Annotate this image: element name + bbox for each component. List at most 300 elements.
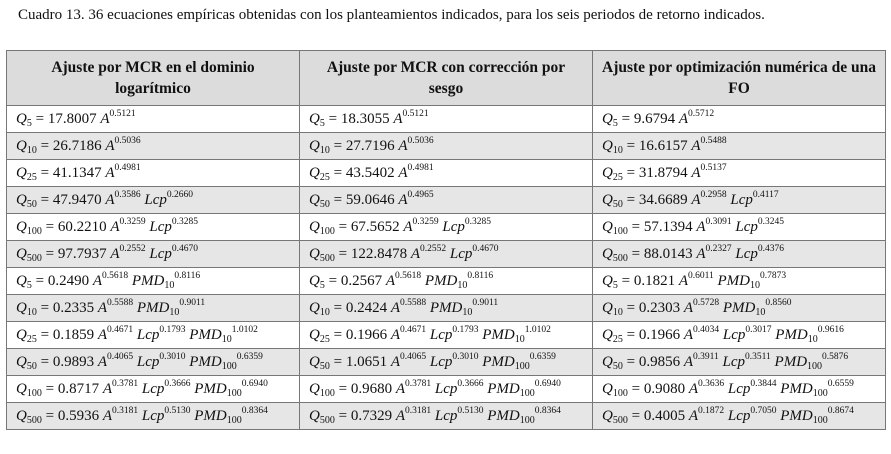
coefficient: 27.7196 xyxy=(345,137,395,154)
exponent-a: 0.4034 xyxy=(692,324,720,335)
equation-cell: $Q_5 = 18.3055$ $A^{0.5121}$ xyxy=(300,106,593,133)
var-q: Q xyxy=(602,353,613,370)
return-period: 500 xyxy=(319,414,335,426)
var-q: Q xyxy=(309,407,320,424)
var-a: A xyxy=(97,299,107,316)
exponent-a: 0.2958 xyxy=(700,189,727,200)
var-lcp: Lcp xyxy=(141,380,165,397)
return-period: 10 xyxy=(612,144,623,156)
return-period: 100 xyxy=(26,387,42,399)
equation-cell: $Q_{10} = 16.6157$ $A^{0.5488}$ xyxy=(593,133,886,160)
exponent-pmd: 0.6940 xyxy=(534,378,561,389)
coefficient: 16.6157 xyxy=(638,137,688,154)
return-period: 25 xyxy=(26,171,37,183)
table-row xyxy=(7,241,886,268)
var-a: A xyxy=(390,299,400,316)
equation-cell: $Q_{25} = 31.8794$ $A^{0.5137}$ xyxy=(593,160,886,187)
var-a: A xyxy=(105,137,115,154)
var-lcp: Lcp xyxy=(149,245,172,262)
coefficient: 97.7937 xyxy=(57,245,107,262)
return-period: 10 xyxy=(26,144,37,156)
var-a: A xyxy=(97,326,107,343)
return-period: 5 xyxy=(612,117,618,129)
var-q: Q xyxy=(309,191,320,208)
var-a: A xyxy=(696,245,706,262)
exponent-lcp: 0.5130 xyxy=(457,405,484,416)
var-q: Q xyxy=(309,245,320,262)
exponent-a: 0.3181 xyxy=(404,405,432,416)
coefficient: 9.6794 xyxy=(633,110,676,127)
equation-cell: $Q_{25} = 41.1347$ $A^{0.4981}$ xyxy=(7,160,300,187)
table-body xyxy=(7,106,886,430)
var-q: Q xyxy=(16,299,27,316)
var-a: A xyxy=(398,191,408,208)
var-q: Q xyxy=(309,380,320,397)
return-period: 500 xyxy=(26,414,42,426)
var-a: A xyxy=(105,191,115,208)
return-period: 5 xyxy=(319,279,325,291)
var-q: Q xyxy=(602,407,613,424)
var-a: A xyxy=(92,272,102,289)
exponent-lcp: 0.4376 xyxy=(757,243,784,254)
var-a: A xyxy=(691,137,701,154)
pmd-subscript: 100 xyxy=(812,387,828,399)
equation-cell: $Q_5 = 9.6794$ $A^{0.5712}$ xyxy=(593,106,886,133)
pmd-subscript: 10 xyxy=(164,279,175,291)
return-period: 500 xyxy=(319,252,335,264)
return-period: 50 xyxy=(26,198,37,210)
exponent-a: 0.5137 xyxy=(700,162,727,173)
var-a: A xyxy=(688,380,698,397)
var-pmd: PMD xyxy=(487,407,520,424)
exponent-pmd: 0.8364 xyxy=(241,405,268,416)
table-row xyxy=(7,106,886,133)
exponent-a: 0.3181 xyxy=(111,405,139,416)
var-q: Q xyxy=(16,353,27,370)
exponent-lcp: 0.3666 xyxy=(164,378,191,389)
var-lcp: Lcp xyxy=(434,407,458,424)
table-row xyxy=(7,376,886,403)
var-a: A xyxy=(110,245,120,262)
equations-table xyxy=(6,50,886,430)
pmd-subscript: 100 xyxy=(514,360,530,372)
equation-cell: $Q_{50} = 47.9470$ $A^{0.3586}$ Lcp$^{0.2660}$ xyxy=(7,187,300,214)
var-a: A xyxy=(398,137,408,154)
table-row xyxy=(7,403,886,430)
exponent-a: 0.2327 xyxy=(705,243,732,254)
exponent-lcp: 0.3010 xyxy=(159,351,186,362)
var-pmd: PMD xyxy=(131,272,165,289)
var-pmd: PMD xyxy=(189,353,222,370)
equation-cell: $Q_{500} = 0.7329$ $A^{0.3181}$ Lcp$^{0.5130}$ $PMD_{100}^{0.8364}$ xyxy=(300,403,593,430)
equation-cell: $Q_{10} = 0.2335$ $A^{0.5588}$ $PMD_{10}^{0.9011}$ xyxy=(7,295,300,322)
exponent-pmd: 0.6940 xyxy=(241,378,268,389)
var-a: A xyxy=(390,353,400,370)
var-a: A xyxy=(390,326,400,343)
return-period: 5 xyxy=(319,117,325,129)
coefficient: 0.2335 xyxy=(52,299,95,316)
exponent-lcp: 0.3666 xyxy=(457,378,484,389)
table-row xyxy=(7,295,886,322)
var-lcp: Lcp xyxy=(136,326,160,343)
exponent-lcp: 0.1793 xyxy=(452,324,479,335)
coefficient: 59.0646 xyxy=(345,191,395,208)
var-q: Q xyxy=(309,299,320,316)
var-q: Q xyxy=(16,326,27,343)
return-period: 50 xyxy=(319,198,330,210)
var-pmd: PMD xyxy=(189,326,222,343)
var-q: Q xyxy=(16,245,27,262)
exponent-lcp: 0.3844 xyxy=(750,378,777,389)
var-q: Q xyxy=(16,407,27,424)
equation-cell: $Q_{50} = 34.6689$ $A^{0.2958}$ Lcp$^{0.4117}$ xyxy=(593,187,886,214)
exponent-pmd: 1.0102 xyxy=(231,324,258,335)
exponent-a: 0.3259 xyxy=(412,216,439,227)
return-period: 100 xyxy=(612,387,628,399)
equation-cell: $Q_{100} = 67.5652$ $A^{0.3259}$ Lcp$^{0.3285}$ xyxy=(300,214,593,241)
pmd-subscript: 100 xyxy=(807,360,823,372)
exponent-lcp: 0.3010 xyxy=(452,351,479,362)
equation-cell: $Q_5 = 0.2567$ $A^{0.5618}$ $PMD_{10}^{0.8116}$ xyxy=(300,268,593,295)
coefficient: 0.2490 xyxy=(47,272,90,289)
var-a: A xyxy=(385,272,395,289)
coefficient: 122.8478 xyxy=(350,245,408,262)
exponent-a: 0.5036 xyxy=(114,135,141,146)
coefficient: 57.1394 xyxy=(643,218,693,235)
exponent-a: 0.5728 xyxy=(692,297,720,308)
var-a: A xyxy=(110,218,120,235)
table-row xyxy=(7,160,886,187)
return-period: 5 xyxy=(612,279,618,291)
exponent-lcp: 0.3285 xyxy=(464,216,491,227)
return-period: 500 xyxy=(26,252,42,264)
coefficient: 0.8717 xyxy=(57,380,100,397)
return-period: 10 xyxy=(319,306,330,318)
exponent-lcp: 0.4670 xyxy=(472,243,499,254)
var-lcp: Lcp xyxy=(144,191,167,208)
var-a: A xyxy=(678,110,688,127)
var-pmd: PMD xyxy=(194,407,227,424)
header-optimizacion: Ajuste por optimización numérica de una FO xyxy=(593,51,886,106)
return-period: 50 xyxy=(26,360,37,372)
exponent-a: 0.5036 xyxy=(407,135,434,146)
equation-cell: $Q_{25} = 0.1966$ $A^{0.4671}$ Lcp$^{0.1793}$ $PMD_{10}^{1.0102}$ xyxy=(300,322,593,349)
equation-cell: $Q_{100} = 60.2210$ $A^{0.3259}$ Lcp$^{0.3285}$ xyxy=(7,214,300,241)
var-a: A xyxy=(683,326,693,343)
var-a: A xyxy=(102,407,112,424)
exponent-a: 0.3259 xyxy=(119,216,146,227)
return-period: 500 xyxy=(612,252,628,264)
coefficient: 0.1859 xyxy=(52,326,95,343)
exponent-a: 0.2552 xyxy=(419,243,447,254)
coefficient: 0.2424 xyxy=(345,299,388,316)
coefficient: 31.8794 xyxy=(638,164,688,181)
equation-cell: $Q_{100} = 0.9680$ $A^{0.3781}$ Lcp$^{0.3666}$ $PMD_{100}^{0.6940}$ xyxy=(300,376,593,403)
exponent-a: 0.5712 xyxy=(687,108,715,119)
return-period: 25 xyxy=(319,171,330,183)
pmd-subscript: 10 xyxy=(514,333,525,345)
equation-cell: $Q_5 = 0.1821$ $A^{0.6011}$ $PMD_{10}^{0.7873}$ xyxy=(593,268,886,295)
exponent-a: 0.3781 xyxy=(111,378,139,389)
exponent-a: 0.2552 xyxy=(119,243,146,254)
var-q: Q xyxy=(16,272,27,289)
var-pmd: PMD xyxy=(487,380,520,397)
var-q: Q xyxy=(309,137,320,154)
var-q: Q xyxy=(16,218,27,235)
coefficient: 0.4005 xyxy=(643,407,686,424)
equation-cell: $Q_{25} = 0.1966$ $A^{0.4034}$ Lcp$^{0.3017}$ $PMD_{10}^{0.9616}$ xyxy=(593,322,886,349)
exponent-pmd: 0.9011 xyxy=(472,297,499,308)
return-period: 100 xyxy=(26,225,42,237)
pmd-subscript: 100 xyxy=(221,360,237,372)
var-lcp: Lcp xyxy=(442,218,465,235)
return-period: 50 xyxy=(612,198,623,210)
var-lcp: Lcp xyxy=(727,380,751,397)
var-lcp: Lcp xyxy=(730,191,753,208)
var-q: Q xyxy=(602,299,613,316)
coefficient: 17.8007 xyxy=(47,110,97,127)
var-q: Q xyxy=(602,218,613,235)
pmd-subscript: 100 xyxy=(226,387,242,399)
equation-cell: $Q_{50} = 1.0651$ $A^{0.4065}$ Lcp$^{0.3010}$ $PMD_{100}^{0.6359}$ xyxy=(300,349,593,376)
var-lcp: Lcp xyxy=(149,218,172,235)
var-q: Q xyxy=(309,326,320,343)
exponent-pmd: 0.5876 xyxy=(822,351,849,362)
coefficient: 88.0143 xyxy=(643,245,693,262)
coefficient: 34.6689 xyxy=(638,191,688,208)
var-a: A xyxy=(393,110,403,127)
var-a: A xyxy=(691,191,701,208)
return-period: 50 xyxy=(612,360,623,372)
exponent-lcp: 0.5130 xyxy=(164,405,191,416)
exponent-pmd: 0.8116 xyxy=(467,270,494,281)
pmd-subscript: 10 xyxy=(750,279,761,291)
exponent-lcp: 0.3511 xyxy=(745,351,771,362)
var-a: A xyxy=(696,218,706,235)
coefficient: 0.9080 xyxy=(643,380,686,397)
var-q: Q xyxy=(602,164,613,181)
exponent-a: 0.5618 xyxy=(101,270,129,281)
exponent-a: 0.4065 xyxy=(399,351,427,362)
var-a: A xyxy=(688,407,698,424)
coefficient: 0.9856 xyxy=(638,353,681,370)
equation-cell: $Q_{25} = 43.5402$ $A^{0.4981}$ xyxy=(300,160,593,187)
exponent-a: 0.4065 xyxy=(106,351,134,362)
coefficient: 18.3055 xyxy=(340,110,390,127)
exponent-a: 0.1872 xyxy=(697,405,725,416)
return-period: 5 xyxy=(26,279,32,291)
var-pmd: PMD xyxy=(482,326,515,343)
coefficient: 43.5402 xyxy=(345,164,395,181)
var-q: Q xyxy=(602,137,613,154)
table-row xyxy=(7,349,886,376)
exponent-lcp: 0.7050 xyxy=(750,405,777,416)
equation-cell: $Q_{10} = 0.2303$ $A^{0.5728}$ $PMD_{10}^{0.8560}$ xyxy=(593,295,886,322)
coefficient: 67.5652 xyxy=(350,218,400,235)
exponent-lcp: 0.4670 xyxy=(171,243,198,254)
header-mcr-sesgo: Ajuste por MCR con corrección por sesgo xyxy=(300,51,593,106)
return-period: 25 xyxy=(26,333,37,345)
return-period: 100 xyxy=(612,225,628,237)
var-a: A xyxy=(395,407,405,424)
return-period: 500 xyxy=(612,414,628,426)
pmd-subscript: 100 xyxy=(519,387,535,399)
var-lcp: Lcp xyxy=(449,245,473,262)
var-pmd: PMD xyxy=(774,353,808,370)
table-row xyxy=(7,214,886,241)
return-period: 100 xyxy=(319,225,335,237)
exponent-pmd: 1.0102 xyxy=(524,324,551,335)
exponent-a: 0.4671 xyxy=(106,324,134,335)
equation-cell: $Q_{100} = 57.1394$ $A^{0.3091}$ Lcp$^{0.3245}$ xyxy=(593,214,886,241)
exponent-a: 0.4981 xyxy=(114,162,141,173)
return-period: 50 xyxy=(319,360,330,372)
exponent-lcp: 0.4117 xyxy=(752,189,779,200)
var-lcp: Lcp xyxy=(722,353,746,370)
exponent-a: 0.4965 xyxy=(407,189,434,200)
header-mcr-log: Ajuste por MCR en el dominio logarítmico xyxy=(7,51,300,106)
exponent-pmd: 0.6359 xyxy=(529,351,556,362)
exponent-pmd: 0.9616 xyxy=(817,324,844,335)
var-lcp: Lcp xyxy=(735,218,758,235)
return-period: 10 xyxy=(26,306,37,318)
var-a: A xyxy=(100,110,110,127)
var-q: Q xyxy=(602,326,613,343)
equation-cell: $Q_{10} = 27.7196$ $A^{0.5036}$ xyxy=(300,133,593,160)
var-lcp: Lcp xyxy=(429,326,453,343)
return-period: 10 xyxy=(612,306,623,318)
table-caption: Cuadro 13. 36 ecuaciones empíricas obtenidas con los planteamientos indicados, para los seis periodos de retorno indicados. xyxy=(18,7,765,23)
exponent-a: 0.5588 xyxy=(399,297,427,308)
coefficient: 0.1966 xyxy=(638,326,681,343)
exponent-lcp: 0.2660 xyxy=(166,189,193,200)
var-q: Q xyxy=(16,164,27,181)
return-period: 5 xyxy=(26,117,32,129)
coefficient: 26.7186 xyxy=(52,137,102,154)
exponent-a: 0.3636 xyxy=(697,378,725,389)
header-row xyxy=(7,51,886,106)
var-q: Q xyxy=(16,380,27,397)
coefficient: 0.1966 xyxy=(345,326,388,343)
exponent-a: 0.5121 xyxy=(402,108,429,119)
var-lcp: Lcp xyxy=(136,353,160,370)
exponent-pmd: 0.8116 xyxy=(174,270,201,281)
var-pmd: PMD xyxy=(780,380,813,397)
exponent-a: 0.4671 xyxy=(399,324,427,335)
var-pmd: PMD xyxy=(722,299,756,316)
exponent-a: 0.5488 xyxy=(700,135,727,146)
var-lcp: Lcp xyxy=(735,245,758,262)
coefficient: 0.9680 xyxy=(350,380,393,397)
exponent-pmd: 0.9011 xyxy=(179,297,206,308)
var-q: Q xyxy=(602,380,613,397)
exponent-a: 0.4981 xyxy=(407,162,434,173)
equation-cell: $Q_{500} = 97.7937$ $A^{0.2552}$ Lcp$^{0.4670}$ xyxy=(7,241,300,268)
coefficient: 0.2567 xyxy=(340,272,383,289)
pmd-subscript: 100 xyxy=(519,414,535,426)
equation-cell: $Q_{500} = 0.4005$ $A^{0.1872}$ Lcp$^{0.7050}$ $PMD_{100}^{0.8674}$ xyxy=(593,403,886,430)
equation-cell: $Q_{100} = 0.9080$ $A^{0.3636}$ Lcp$^{0.3844}$ $PMD_{100}^{0.6559}$ xyxy=(593,376,886,403)
exponent-a: 0.5618 xyxy=(394,270,422,281)
pmd-subscript: 100 xyxy=(812,414,828,426)
var-a: A xyxy=(678,272,688,289)
var-a: A xyxy=(102,380,112,397)
pmd-subscript: 10 xyxy=(462,306,473,318)
var-a: A xyxy=(403,218,413,235)
equation-cell: $Q_5 = 17.8007$ $A^{0.5121}$ xyxy=(7,106,300,133)
coefficient: 41.1347 xyxy=(52,164,102,181)
var-q: Q xyxy=(309,164,320,181)
var-q: Q xyxy=(16,137,27,154)
var-pmd: PMD xyxy=(424,272,458,289)
var-q: Q xyxy=(309,218,320,235)
var-lcp: Lcp xyxy=(429,353,453,370)
coefficient: 0.5936 xyxy=(57,407,100,424)
var-q: Q xyxy=(602,191,613,208)
table-row xyxy=(7,187,886,214)
table-row xyxy=(7,268,886,295)
var-a: A xyxy=(683,299,693,316)
var-pmd: PMD xyxy=(136,299,170,316)
equation-cell: $Q_{10} = 26.7186$ $A^{0.5036}$ xyxy=(7,133,300,160)
var-pmd: PMD xyxy=(429,299,463,316)
var-q: Q xyxy=(309,110,320,127)
var-a: A xyxy=(410,245,420,262)
pmd-subscript: 100 xyxy=(226,414,242,426)
var-q: Q xyxy=(602,110,613,127)
exponent-pmd: 0.6559 xyxy=(827,378,854,389)
coefficient: 0.7329 xyxy=(350,407,393,424)
return-period: 25 xyxy=(612,171,623,183)
exponent-a: 0.6011 xyxy=(687,270,714,281)
exponent-a: 0.3091 xyxy=(705,216,732,227)
exponent-lcp: 0.1793 xyxy=(159,324,186,335)
exponent-pmd: 0.8364 xyxy=(534,405,561,416)
exponent-a: 0.3781 xyxy=(404,378,432,389)
table-row xyxy=(7,322,886,349)
equation-cell: $Q_{500} = 0.5936$ $A^{0.3181}$ Lcp$^{0.5130}$ $PMD_{100}^{0.8364}$ xyxy=(7,403,300,430)
exponent-pmd: 0.6359 xyxy=(236,351,263,362)
var-q: Q xyxy=(309,272,320,289)
exponent-a: 0.5121 xyxy=(109,108,136,119)
exponent-lcp: 0.3285 xyxy=(171,216,198,227)
equation-cell: $Q_{50} = 59.0646$ $A^{0.4965}$ xyxy=(300,187,593,214)
equation-cell: $Q_{100} = 0.8717$ $A^{0.3781}$ Lcp$^{0.3666}$ $PMD_{100}^{0.6940}$ xyxy=(7,376,300,403)
var-a: A xyxy=(97,353,107,370)
var-a: A xyxy=(395,380,405,397)
var-a: A xyxy=(398,164,408,181)
var-a: A xyxy=(691,164,701,181)
exponent-lcp: 0.3245 xyxy=(757,216,784,227)
table-row xyxy=(7,133,886,160)
pmd-subscript: 10 xyxy=(169,306,180,318)
coefficient: 0.2303 xyxy=(638,299,681,316)
equation-cell: $Q_{50} = 0.9893$ $A^{0.4065}$ Lcp$^{0.3010}$ $PMD_{100}^{0.6359}$ xyxy=(7,349,300,376)
pmd-subscript: 10 xyxy=(755,306,766,318)
var-pmd: PMD xyxy=(780,407,813,424)
var-lcp: Lcp xyxy=(141,407,165,424)
equation-cell: $Q_{50} = 0.9856$ $A^{0.3911}$ Lcp$^{0.3511}$ $PMD_{100}^{0.5876}$ xyxy=(593,349,886,376)
exponent-a: 0.3911 xyxy=(692,351,719,362)
equation-cell: $Q_{25} = 0.1859$ $A^{0.4671}$ Lcp$^{0.1793}$ $PMD_{10}^{1.0102}$ xyxy=(7,322,300,349)
exponent-lcp: 0.3017 xyxy=(745,324,772,335)
return-period: 100 xyxy=(319,387,335,399)
coefficient: 0.9893 xyxy=(52,353,95,370)
var-lcp: Lcp xyxy=(727,407,751,424)
exponent-a: 0.3586 xyxy=(114,189,141,200)
var-pmd: PMD xyxy=(775,326,808,343)
exponent-pmd: 0.8560 xyxy=(765,297,792,308)
